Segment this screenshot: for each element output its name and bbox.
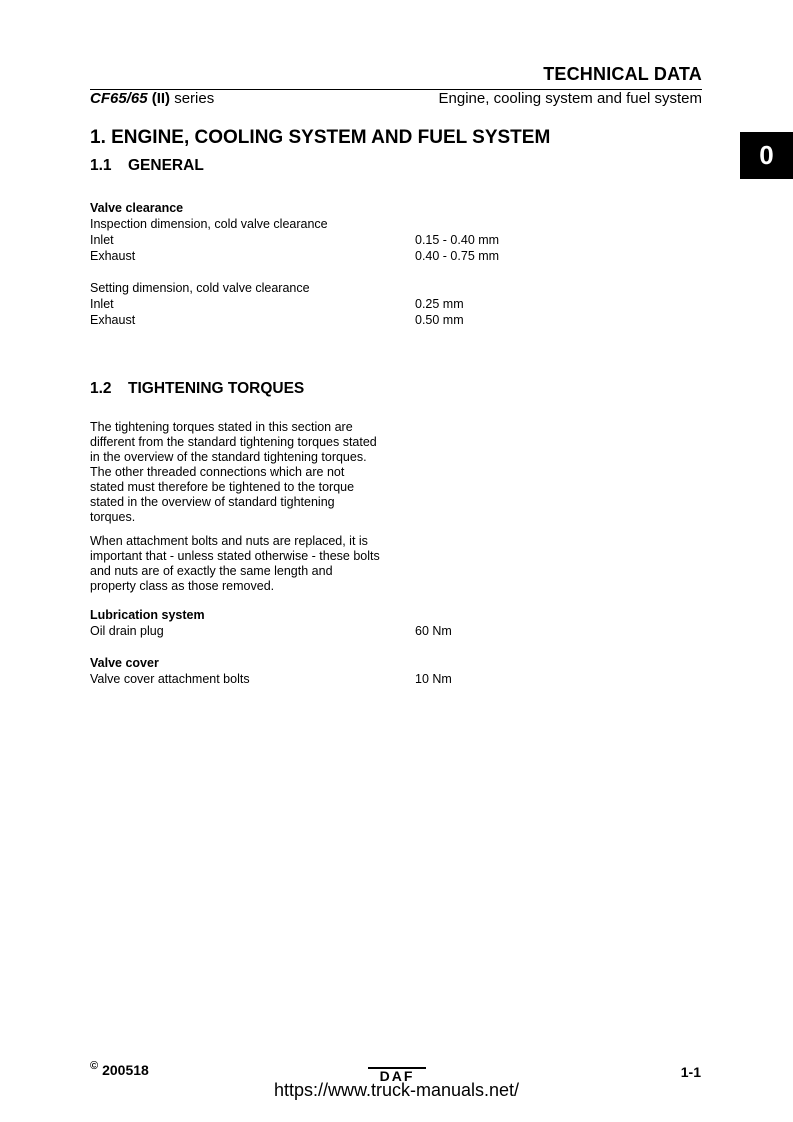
section-title: GENERAL (128, 157, 204, 174)
torques-intro-paragraph: The tightening torques stated in this section are different from the standard tightening torques stated in the overview of the standard tightening torques. The other threaded connections which are not stated must therefore be tightened to the torque stated in the overview of standard tightening torques. (90, 420, 377, 524)
publication-code: 200518 (102, 1062, 149, 1078)
setting-inlet-label: Inlet (90, 297, 114, 311)
section-title: TIGHTENING TORQUES (128, 380, 305, 397)
section-number: 1.2 (90, 380, 112, 397)
model-suffix: series (174, 90, 215, 107)
chapter-title: 1. ENGINE, COOLING SYSTEM AND FUEL SYSTEM (90, 127, 551, 148)
copyright-symbol: © (90, 1060, 99, 1072)
header-section-name: Engine, cooling system and fuel system (438, 90, 702, 107)
inspection-inlet-value: 0.15 - 0.40 mm (415, 233, 500, 247)
valve-cover-bolts-value: 10 Nm (415, 672, 452, 686)
valve-cover-bolts-label: Valve cover attachment bolts (90, 672, 250, 686)
inspection-dimension-label: Inspection dimension, cold valve clearance (90, 217, 328, 231)
footer-url-link[interactable]: https://www.truck-manuals.net/ (273, 1080, 520, 1100)
section-heading-tightening-torques (90, 380, 304, 398)
valve-cover-heading: Valve cover (90, 656, 159, 670)
lubrication-heading: Lubrication system (90, 608, 205, 622)
section-number: 1.1 (90, 157, 112, 174)
setting-exhaust-label: Exhaust (90, 313, 136, 327)
inspection-exhaust-value: 0.40 - 0.75 mm (415, 249, 500, 263)
setting-inlet-value: 0.25 mm (415, 297, 464, 311)
section-heading-general (90, 157, 204, 175)
footer-code (90, 1060, 149, 1078)
oil-drain-plug-value: 60 Nm (415, 624, 452, 638)
setting-dimension-label: Setting dimension, cold valve clearance (90, 281, 310, 295)
inspection-exhaust-label: Exhaust (90, 249, 136, 263)
chapter-tab: 0 (740, 132, 793, 179)
oil-drain-plug-label: Oil drain plug (90, 624, 164, 638)
torques-replacement-paragraph: When attachment bolts and nuts are replaced, it is important that - unless stated otherwise - these bolts and nuts are of exactly the same length and property class as those removed. (90, 534, 380, 593)
model-series (90, 90, 214, 107)
setting-exhaust-value: 0.50 mm (415, 313, 464, 327)
document-header-title: TECHNICAL DATA (543, 64, 702, 84)
model-roman: (II) (151, 90, 171, 107)
page-number: 1-1 (680, 1064, 701, 1080)
model-name: CF65/65 (90, 90, 148, 107)
daf-logo-text: DAF (379, 1068, 415, 1082)
valve-clearance-heading: Valve clearance (90, 201, 184, 215)
inspection-inlet-label: Inlet (90, 233, 114, 247)
